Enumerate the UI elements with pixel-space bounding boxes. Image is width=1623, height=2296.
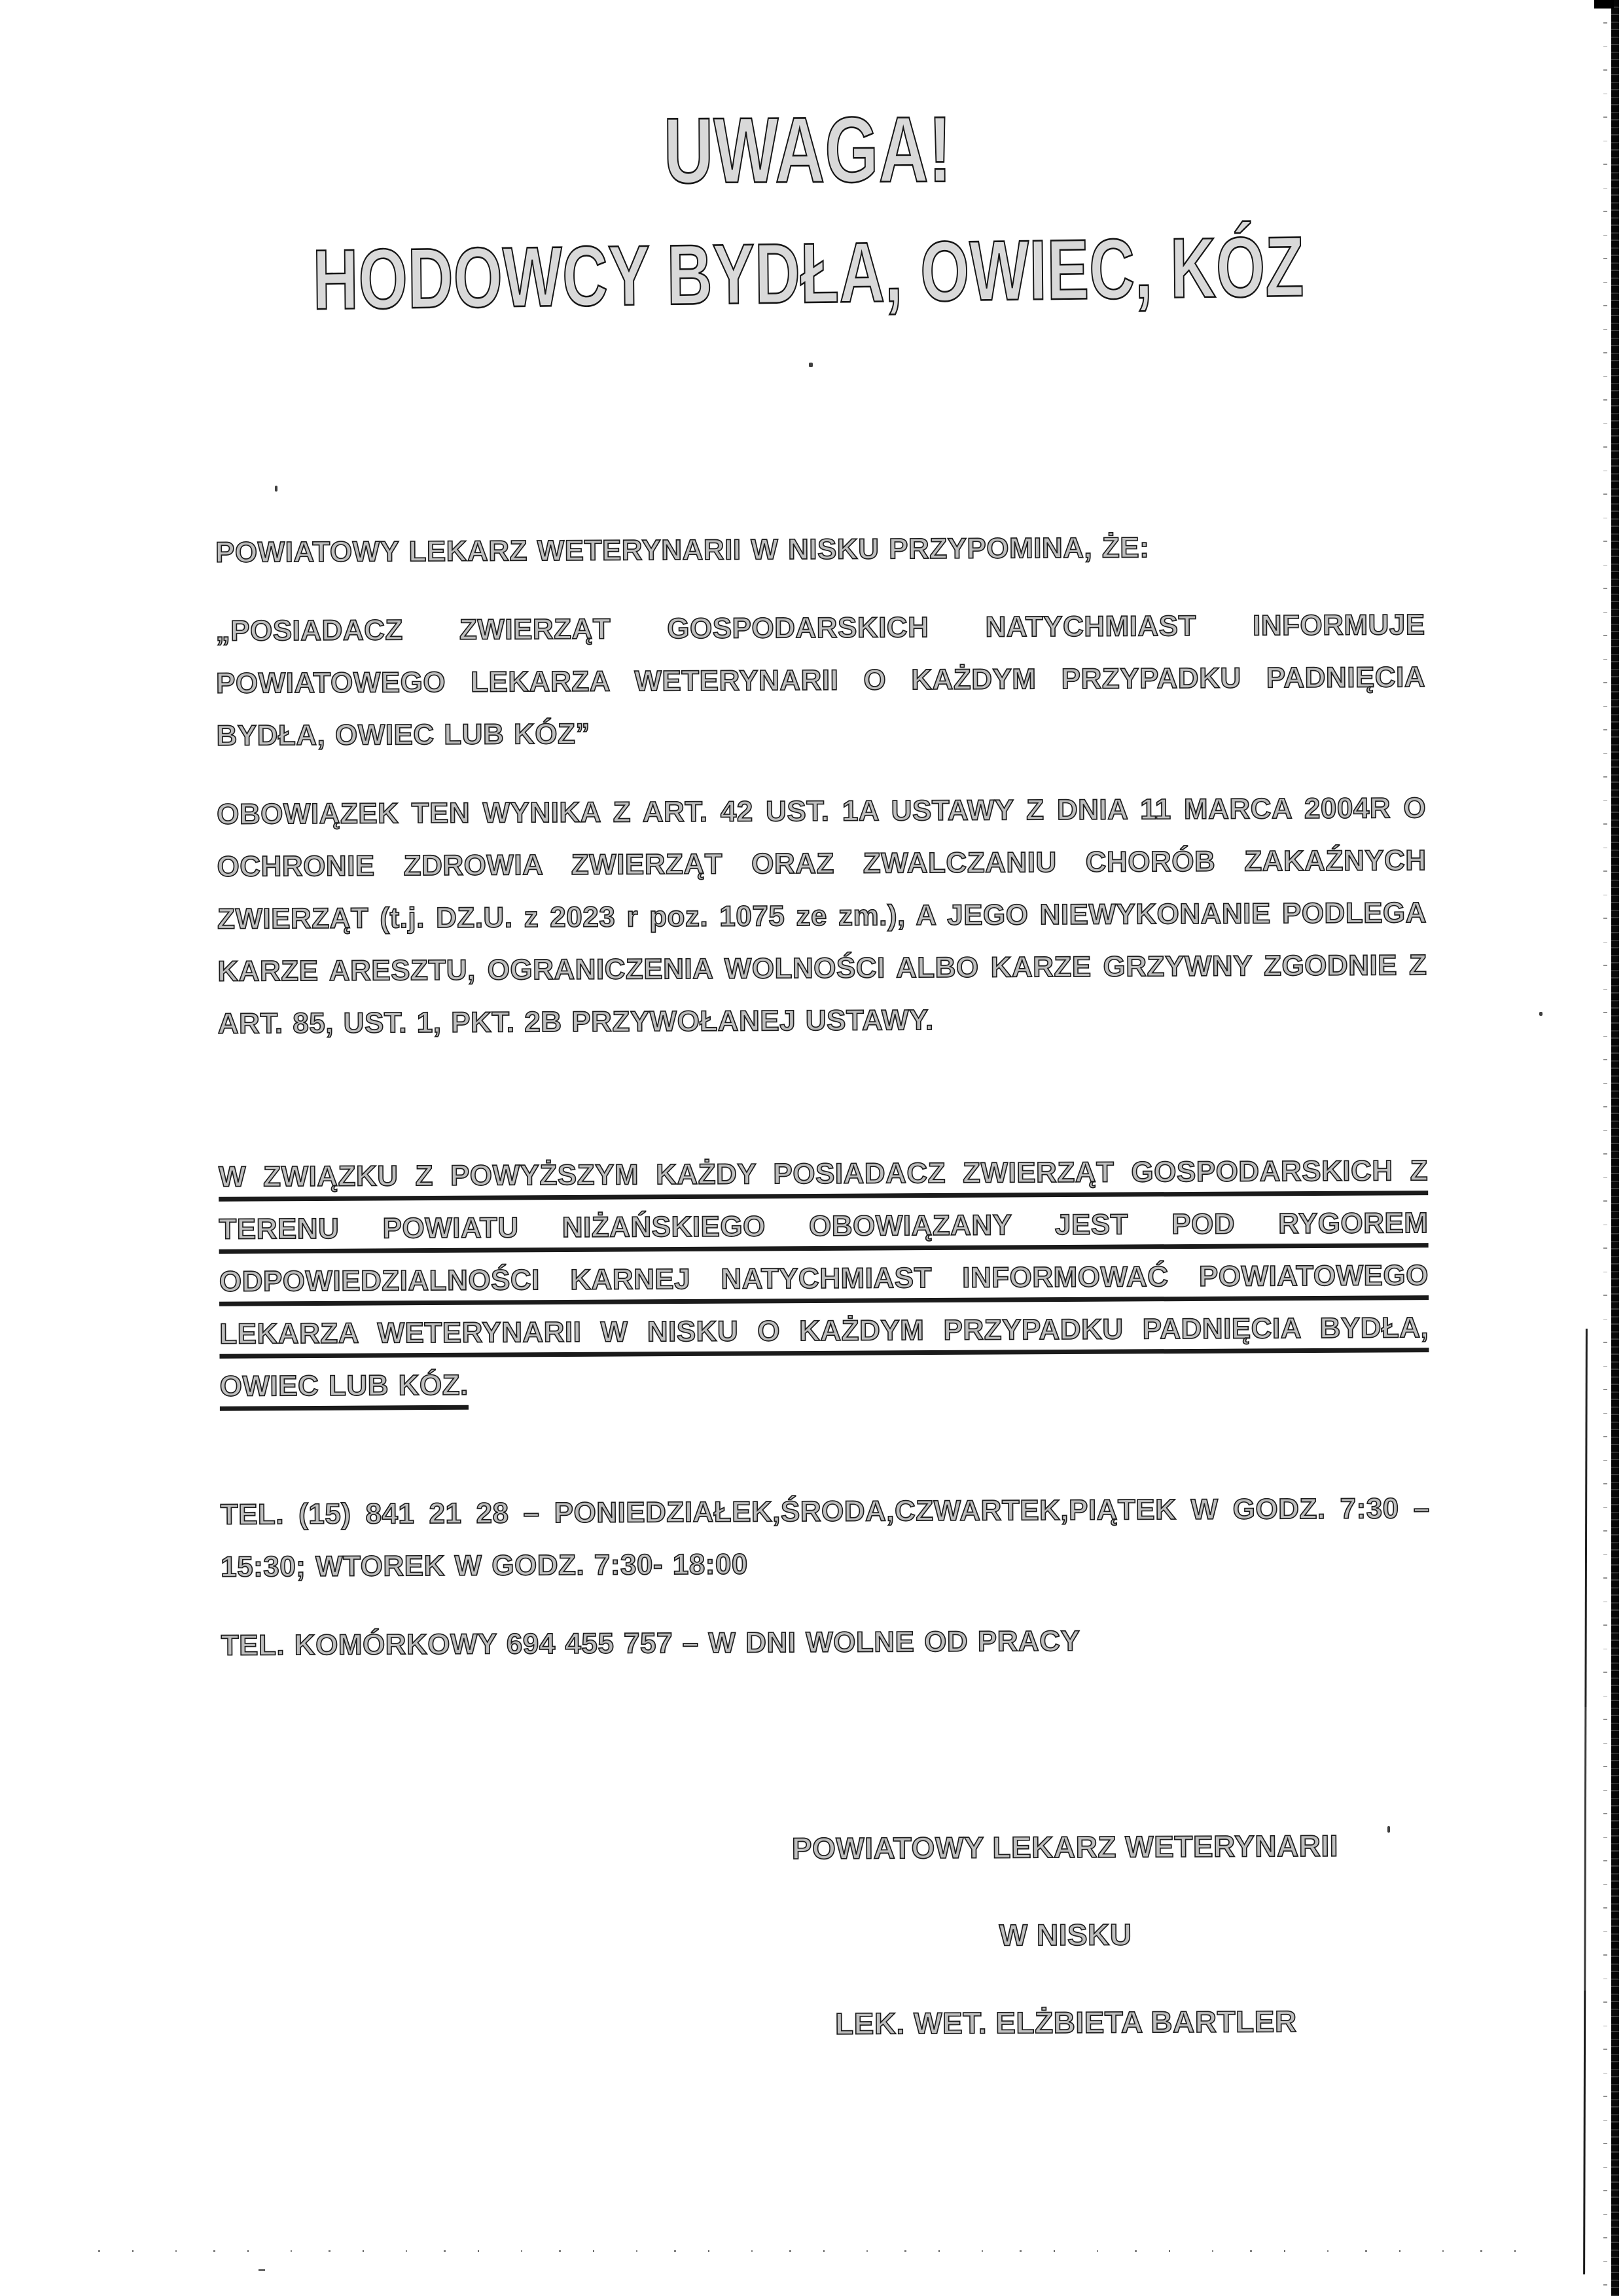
- legal-basis-paragraph: OBOWIĄZEK TEN WYNIKA Z ART. 42 UST. 1A USTAWY Z DNIA 11 MARCA 2004R O OCHRONIE ZDROWIA ZWIERZĄT ORAZ ZWALCZANIU CHORÓB ZAKAŹNYCH ZWIERZĄT (t.j. DZ.U. z 2023 r poz. 1075 ze zm.), A JEGO NIEWYKONANIE PODLEGA KARZE ARESZTU, OGRANICZENIA WOLNOŚCI ALBO KARZE GRZYWNY ZGODNIE Z ART. 85, UST. 1, PKT. 2B PRZYWOŁANEJ USTAWY.: [217, 792, 1427, 1040]
- notice-title: [0, 93, 1619, 209]
- quote-paragraph: „POSIADACZ ZWIERZĄT GOSPODARSKICH NATYCHMIAST INFORMUJE POWIATOWEGO LEKARZA WETERYNARII O KAŻDYM PRZYPADKU PADNIĘCIA BYDŁA, OWIEC LUB KÓZ”: [215, 609, 1426, 752]
- signature-block: [672, 1828, 1459, 2095]
- intro-paragraph: POWIATOWY LEKARZ WETERYNARII W NISKU PRZYPOMINA, ŻE:: [215, 531, 1150, 569]
- phone-mobile-paragraph: TEL. KOMÓRKOWY 694 455 757 – W DNI WOLNE OD PRACY: [221, 1624, 1080, 1662]
- obligation-underlined-paragraph: W ZWIĄZKU Z POWYŻSZYM KAŻDY POSIADACZ ZWIERZĄT GOSPODARSKICH Z TERENU POWIATU NIŻAŃSKIEGO OBOWIĄZANY JEST POD RYGOREM ODPOWIEDZIALNOŚCI KARNEJ NATYCHMIAST INFORMOWAĆ POWIATOWEGO LEKARZA WETERYNARII W NISKU O KAŻDYM PRZYPADKU PADNIĘCIA BYDŁA, OWIEC LUB KÓZ.: [218, 1155, 1429, 1403]
- signature-office: POWIATOWY LEKARZ WETERYNARII: [791, 1828, 1339, 1866]
- notice-subtitle-text: HODOWCY BYDŁA, OWIEC, KÓZ: [312, 218, 1304, 328]
- notice-title-text: UWAGA!: [663, 97, 952, 204]
- signature-location: W NISKU: [999, 1917, 1132, 1952]
- signature-name: LEK. WET. ELŻBIETA BARTLER: [834, 2004, 1297, 2041]
- notice-subtitle: [0, 220, 1620, 327]
- phone-office-paragraph: TEL. (15) 841 21 28 – PONIEDZIAŁEK,ŚRODA,CZWARTEK,PIĄTEK W GODZ. 7:30 – 15:30; WTOREK W GODZ. 7:30- 18:00: [220, 1492, 1430, 1583]
